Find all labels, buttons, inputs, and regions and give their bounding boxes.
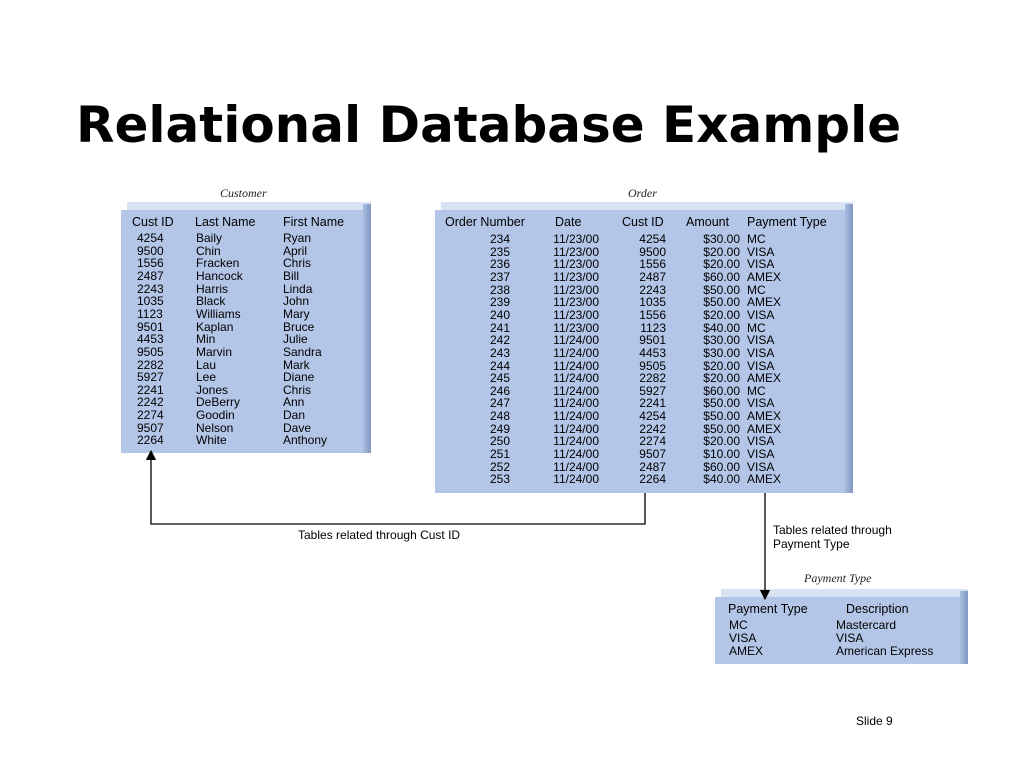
table-cell: 1123 — [137, 306, 163, 321]
cust-id-relation-label: Tables related through Cust ID — [298, 528, 461, 542]
table-cell: 9501 — [639, 333, 666, 348]
table-cell: MC — [747, 320, 766, 335]
table-cell: Ryan — [283, 231, 312, 245]
table-cell: $30.00 — [703, 345, 740, 360]
table-cell: 235 — [489, 244, 510, 259]
table-cell: Bruce — [283, 319, 315, 334]
table-cell: 11/24/00 — [553, 383, 599, 398]
table-cell: 1123 — [640, 320, 666, 335]
table-cell: MC — [747, 282, 766, 297]
column-header: Payment Type — [747, 215, 827, 229]
table-cell: $20.00 — [703, 244, 740, 259]
table-cell: 240 — [489, 307, 510, 322]
table-cell: 5927 — [639, 383, 666, 398]
table-cell: 248 — [489, 409, 510, 424]
table-cell: 2282 — [137, 357, 164, 372]
table-cell: AMEX — [747, 421, 782, 436]
table-cell: Diane — [283, 370, 315, 385]
table-cell: 11/24/00 — [553, 447, 599, 462]
table-cell: VISA — [747, 358, 775, 373]
table-cell: 2242 — [639, 421, 666, 436]
table-cell: Fracken — [196, 256, 240, 271]
table-cell: VISA — [729, 631, 757, 646]
table-cell: VISA — [747, 447, 775, 462]
table-cell: 4254 — [137, 231, 164, 245]
table-cell: Marvin — [196, 344, 233, 359]
table-cell: VISA — [747, 459, 775, 474]
table-cell: 2282 — [639, 371, 666, 386]
table-cell: 9507 — [137, 420, 164, 435]
table-cell: AMEX — [747, 295, 782, 310]
table-cell: MC — [747, 383, 766, 398]
table-cell: $60.00 — [703, 269, 740, 284]
table-cell: 9500 — [639, 244, 666, 259]
table-cell: $20.00 — [703, 257, 740, 272]
table-cell: 11/23/00 — [553, 269, 599, 284]
table-cell: Bill — [283, 268, 300, 283]
table-cell: 236 — [489, 257, 510, 272]
table-cell: 244 — [489, 358, 510, 373]
table-cell: April — [283, 243, 308, 258]
table-cell: 11/24/00 — [553, 434, 599, 449]
table-cell: AMEX — [747, 371, 782, 386]
table-cell: 2487 — [639, 269, 666, 284]
slide-title: Relational Database Example — [76, 96, 902, 154]
table-cell: 2241 — [137, 382, 164, 397]
table-cell: Lau — [196, 357, 217, 372]
column-header: Last Name — [195, 215, 256, 229]
table-cell: Dan — [283, 408, 306, 423]
table-cell: MC — [747, 232, 766, 246]
table-cell: American Express — [836, 644, 934, 659]
table-cell: VISA — [747, 307, 775, 322]
table-cell: 9501 — [137, 319, 164, 334]
table-cell: Lee — [196, 370, 217, 385]
table-cell: 11/24/00 — [553, 409, 599, 424]
table-cell: $40.00 — [703, 472, 740, 487]
table-cell: AMEX — [747, 472, 782, 487]
table-cell: 4453 — [137, 332, 164, 347]
table-cell: $50.00 — [703, 421, 740, 436]
customer-table-caption: Customer — [220, 186, 267, 200]
table-cell: Harris — [196, 281, 228, 296]
table-cell: $30.00 — [703, 333, 740, 348]
table-cell: 1556 — [137, 256, 164, 271]
column-header: Amount — [686, 215, 730, 229]
table-cell: 1556 — [639, 257, 666, 272]
table-cell: 2274 — [137, 408, 164, 423]
table-cell: VISA — [747, 244, 775, 259]
table-cell: VISA — [747, 434, 775, 449]
cust-id-relation-line — [151, 455, 645, 524]
table-cell: 4254 — [639, 409, 666, 424]
table-cell: 242 — [489, 333, 510, 348]
table-cell: Mary — [283, 306, 310, 321]
table-cell: 237 — [489, 269, 510, 284]
table-cell: 2241 — [639, 396, 666, 411]
table-cell: Sandra — [283, 344, 322, 359]
table-cell: 2487 — [137, 268, 164, 283]
table-cell: $20.00 — [703, 434, 740, 449]
table-cell: 11/23/00 — [553, 320, 599, 335]
table-cell: Baily — [196, 231, 223, 245]
table-cell: $60.00 — [703, 459, 740, 474]
table-cell: John — [283, 294, 310, 309]
table-cell: Mark — [283, 357, 310, 372]
table-cell: Black — [196, 294, 226, 309]
table-cell: Min — [196, 332, 216, 347]
table-cell: 2243 — [137, 281, 164, 296]
order-table-caption: Order — [628, 186, 657, 200]
table-cell: $50.00 — [703, 396, 740, 411]
table-cell: 11/24/00 — [553, 396, 599, 411]
table-cell: $30.00 — [703, 232, 740, 246]
table-cell: $50.00 — [703, 282, 740, 297]
table-cell: 2264 — [137, 433, 164, 448]
table-cell: DeBerry — [196, 395, 241, 410]
table-cell: 4453 — [639, 345, 666, 360]
table-cell: Jones — [196, 382, 229, 397]
slide-number: Slide 9 — [856, 714, 893, 728]
table-cell: 5927 — [137, 370, 164, 385]
payment-relation-label-line2: Payment Type — [773, 537, 850, 551]
table-cell: 9505 — [137, 344, 164, 359]
table-cell: White — [196, 433, 227, 448]
table-cell: $50.00 — [703, 295, 740, 310]
table-cell: Dave — [283, 420, 312, 435]
table-cell: Chris — [283, 256, 312, 271]
table-cell: VISA — [747, 396, 775, 411]
table-cell: $50.00 — [703, 409, 740, 424]
table-cell: 11/24/00 — [553, 333, 599, 348]
table-cell: 1556 — [639, 307, 666, 322]
table-cell: AMEX — [747, 409, 782, 424]
table-cell: 9505 — [639, 358, 666, 373]
table-cell: 2264 — [639, 472, 666, 487]
table-cell: Kaplan — [196, 319, 234, 334]
table-cell: 238 — [489, 282, 510, 297]
table-cell: 11/24/00 — [553, 371, 599, 386]
column-header: Cust ID — [622, 215, 664, 229]
table-cell: $40.00 — [703, 320, 740, 335]
table-cell: VISA — [747, 333, 775, 348]
table-cell: MC — [729, 618, 748, 632]
table-cell: VISA — [747, 345, 775, 360]
table-cell: 234 — [489, 232, 510, 246]
table-cell: Mastercard — [836, 618, 897, 632]
table-cell: VISA — [747, 257, 775, 272]
table-cell: 11/24/00 — [553, 472, 599, 487]
table-cell: Chris — [283, 382, 312, 397]
column-header: Order Number — [445, 215, 525, 229]
table-cell: 249 — [489, 421, 510, 436]
table-cell: 11/24/00 — [553, 358, 599, 373]
table-cell: 250 — [489, 434, 510, 449]
table-cell: 11/23/00 — [553, 307, 599, 322]
table-cell: 2487 — [639, 459, 666, 474]
column-header: Description — [846, 602, 909, 616]
table-cell: AMEX — [729, 644, 764, 659]
table-cell: 11/23/00 — [553, 295, 599, 310]
table-cell: $20.00 — [703, 307, 740, 322]
table-cell: 247 — [489, 396, 510, 411]
table-cell: 252 — [489, 459, 510, 474]
table-cell: 11/23/00 — [553, 244, 599, 259]
table-cell: AMEX — [747, 269, 782, 284]
table-cell: 11/23/00 — [553, 232, 599, 246]
table-cell: 1035 — [137, 294, 164, 309]
table-cell: 11/24/00 — [553, 421, 599, 436]
table-cell: 11/23/00 — [553, 257, 599, 272]
table-cell: Goodin — [196, 408, 235, 423]
table-cell: 2274 — [639, 434, 666, 449]
table-cell: 243 — [489, 345, 510, 360]
table-cell: 2242 — [137, 395, 164, 410]
table-cell: 11/24/00 — [553, 345, 599, 360]
table-cell: 245 — [489, 371, 510, 386]
table-cell: Linda — [283, 281, 313, 296]
table-cell: $60.00 — [703, 383, 740, 398]
table-cell: VISA — [836, 631, 864, 646]
column-header: Cust ID — [132, 215, 174, 229]
table-cell: 9500 — [137, 243, 164, 258]
table-cell: 1035 — [639, 295, 666, 310]
table-cell: 9507 — [639, 447, 666, 462]
column-header: Date — [555, 215, 582, 229]
column-header: Payment Type — [728, 602, 808, 616]
table-cell: Anthony — [283, 433, 328, 448]
table-cell: Williams — [196, 306, 241, 321]
column-header: First Name — [283, 215, 345, 229]
table-cell: Ann — [283, 395, 305, 410]
table-cell: Julie — [283, 332, 308, 347]
table-cell: 11/24/00 — [553, 459, 599, 474]
table-cell: Hancock — [196, 268, 243, 283]
table-cell: $20.00 — [703, 371, 740, 386]
table-cell: Chin — [196, 243, 221, 258]
table-cell: 241 — [489, 320, 510, 335]
table-cell: $10.00 — [703, 447, 740, 462]
table-cell: Nelson — [196, 420, 234, 435]
payment-type-table-caption: Payment Type — [804, 571, 872, 585]
table-cell: 251 — [489, 447, 510, 462]
table-cell: 2243 — [639, 282, 666, 297]
payment-relation-label-line1: Tables related through — [773, 523, 892, 537]
table-cell: 239 — [489, 295, 510, 310]
table-cell: 11/23/00 — [553, 282, 599, 297]
table-cell: 253 — [489, 472, 510, 487]
table-cell: 4254 — [639, 232, 666, 246]
table-cell: $20.00 — [703, 358, 740, 373]
table-cell: 246 — [489, 383, 510, 398]
